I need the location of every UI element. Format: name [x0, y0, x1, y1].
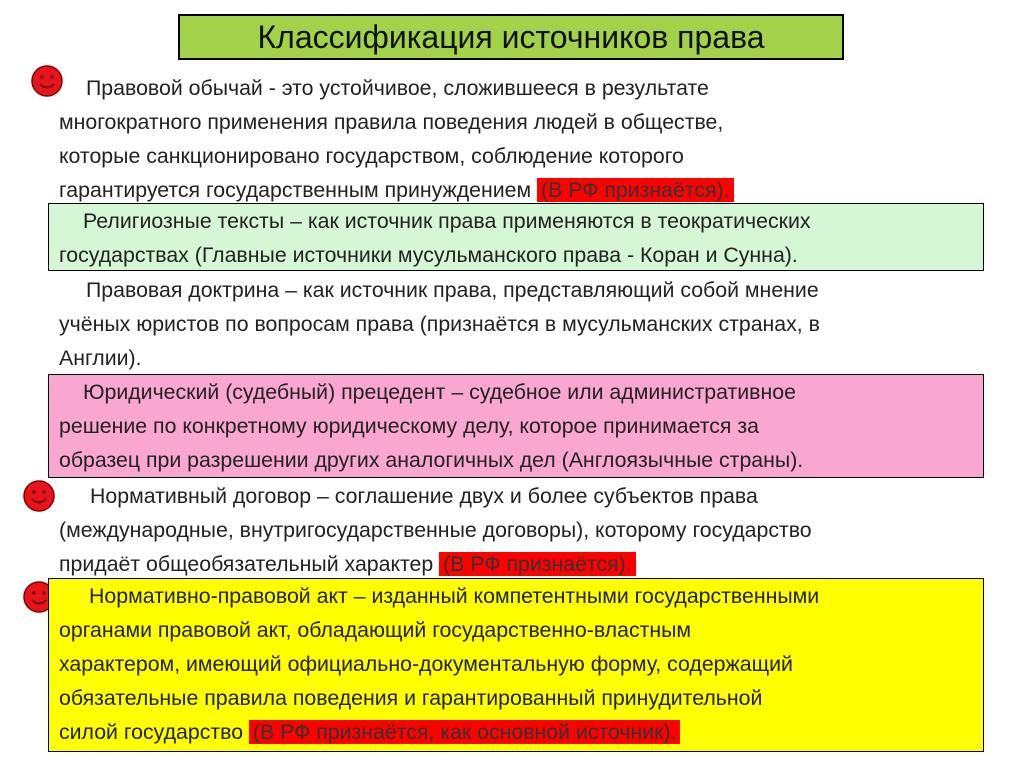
paragraph-legal-doctrine	[48, 273, 988, 375]
religious-line-1: Религиозные тексты – как источник права применяются в теократических	[83, 209, 811, 233]
act-line-2: органами правовой акт, обладающий государственно-властным	[59, 618, 692, 642]
religious-line-2: государствах (Главные источники мусульманского права - Коран и Сунна).	[59, 243, 798, 267]
paragraph-judicial-precedent	[48, 374, 984, 478]
doctrine-line-2: учёных юристов по вопросам права (признаётся в мусульманских странах, в	[59, 312, 820, 336]
precedent-line-3: образец при разрешении других аналогичных дел (Англоязычные страны).	[59, 448, 804, 472]
custom-line-1: Правовой обычай - это устойчивое, сложившееся в результате	[86, 76, 709, 100]
page-title: Классификация источников права	[178, 14, 844, 60]
paragraph-religious-texts	[48, 203, 984, 271]
paragraph-normative-legal-act	[48, 578, 984, 752]
treaty-line-3: придаёт общеобязательный характер	[59, 552, 434, 576]
doctrine-line-3: Англии).	[59, 346, 142, 370]
custom-line-2: многократного применения правила поведения людей в обществе,	[59, 110, 724, 134]
paragraph-legal-custom	[48, 71, 988, 207]
paragraph-normative-treaty	[48, 479, 988, 581]
status-note-treaty: (В РФ признаётся).	[439, 552, 635, 576]
act-line-3: характером, имеющий официально-документальную форму, содержащий	[59, 652, 793, 676]
precedent-line-1: Юридический (судебный) прецедент – судебное или административное	[83, 380, 796, 404]
custom-line-4: гарантируется государственным принуждением	[59, 178, 532, 202]
treaty-line-2: (международные, внутригосударственные договоры), которому государство	[59, 518, 812, 542]
act-line-4: обязательные правила поведения и гарантированный принудительной	[59, 686, 763, 710]
custom-line-3: которые санкционировано государством, соблюдение которого	[59, 144, 684, 168]
status-note-act: (В РФ признаётся, как основной источник).	[249, 720, 681, 744]
act-line-1: Нормативно-правовой акт – изданный компетентными государственными	[89, 584, 820, 608]
precedent-line-2: решение по конкретному юридическому делу, которое принимается за	[59, 414, 759, 438]
treaty-line-1: Нормативный договор – соглашение двух и более субъектов права	[90, 484, 758, 508]
status-note-custom: (В РФ признаётся).	[537, 178, 733, 202]
doctrine-line-1: Правовая доктрина – как источник права, представляющий собой мнение	[86, 278, 819, 302]
act-line-5: силой государство	[59, 720, 244, 744]
